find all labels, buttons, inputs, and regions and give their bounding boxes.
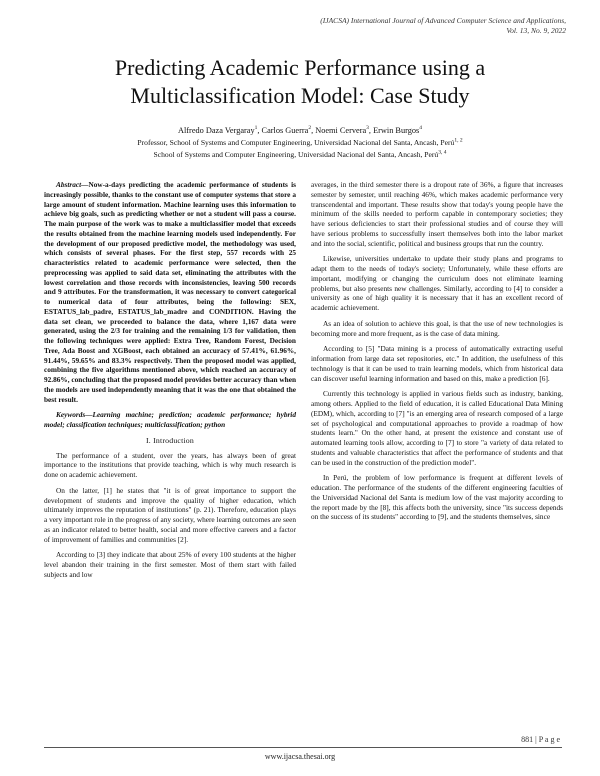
affiliation-2-sup: 3, 4 bbox=[438, 149, 447, 156]
author-1-sup: 1 bbox=[254, 125, 258, 132]
journal-header bbox=[166, 16, 566, 36]
author-4: Erwin Burgos bbox=[373, 126, 420, 135]
abstract-label: Abstract bbox=[56, 180, 82, 189]
section-heading-introduction: I. Introduction bbox=[145, 435, 195, 445]
keywords: Keywords—Learning machine; prediction; academic performance; hybrid model; classification techniques; multiclassification; python bbox=[44, 410, 296, 429]
affiliation-1-text: Professor, School of Systems and Computer Engineering, Universidad Nacional del Santa, Ancash, Perú bbox=[137, 138, 455, 147]
author-list bbox=[50, 125, 550, 137]
body-paragraph: On the latter, [1] he states that "it is of great importance to support the development of students and improve the quality of higher education, which ultimately improves the reputation of institutions" (p. 21). Therefore, education plays a very important role in the progress of any society, where learning outcomes are seen as an indicator related to better health, social and more effective careers and a factor of improvement of families and communities [2]. bbox=[44, 485, 296, 544]
left-column bbox=[44, 180, 296, 586]
body-paragraph: averages, in the third semester there is a dropout rate of 36%, a figure that increases semester by semester, until reaching 46%, which makes academic performance very transcendental and important. These results show that today's young people have the minimum of the skills needed to perform capable in contemporary societies; they have serious deficiencies to start their professional studies and of course they will have serious problems to successfully insert themselves both into the labor market and into the social, scientific, political and business groups that run the country. bbox=[311, 180, 563, 248]
body-paragraph: The performance of a student, over the years, has always been of great importance to the institutions that provide teaching, which is why much research is done on academic achievement. bbox=[44, 450, 296, 479]
author-block bbox=[50, 125, 550, 161]
body-paragraph: As an idea of solution to achieve this goal, is that the use of new technologies is becoming more and more frequent, as is the case of data mining. bbox=[311, 318, 563, 338]
journal-url: www.ijacsa.thesai.org bbox=[264, 752, 336, 761]
title-line-1: Predicting Academic Performance using a bbox=[114, 55, 486, 80]
affiliation-1-sup: 1, 2 bbox=[454, 137, 463, 144]
author-2: Carlos Guerra bbox=[261, 126, 309, 135]
affiliation-1 bbox=[50, 137, 550, 149]
body-paragraph: Likewise, universities undertake to update their study plans and programs to adapt them to the needs of today's society; Unfortunately, while these efforts are important, modifying or changing the curriculum does not eliminate learning problems, but also presents new challenges. Similarly, according to [4] to consider a university as one of high quality it is necessary that it has an excellent record of academic achievement. bbox=[311, 254, 563, 312]
right-column bbox=[311, 180, 563, 528]
body-paragraph: According to [5] "Data mining is a process of automatically extracting useful information from large data set repositories, etc." In addition, the usefulness of this technology is that it can be used to train learning models, which from historical data can discover useful learning information and based on this, make a prediction [6]. bbox=[311, 344, 563, 383]
affiliation-2 bbox=[50, 149, 550, 161]
author-separator: , bbox=[257, 126, 262, 135]
author-1: Alfredo Daza Vergaray bbox=[178, 126, 255, 135]
journal-line-1: (IJACSA) International Journal of Advanced Computer Science and Applications, bbox=[320, 16, 566, 25]
title-line-2: Multiclassification Model: Case Study bbox=[130, 83, 470, 108]
author-separator: , bbox=[368, 126, 374, 135]
author-4-sup: 4 bbox=[419, 125, 422, 132]
body-paragraph: Currently this technology is applied in various fields such as industry, banking, among others. Applied to the field of education, it is called Educational Data Mining (EDM), which, according to [7] "is an emerging area of research composed of a large set of psychological and computational approaches to provide a roadmap of how students learn." On the other hand, at present the existence and constant use of automated learning tools allow, according to [7] to store "a variety of data related to students and valuable characteristics that affect the performance of students and that can be used in the construction of the prediction model". bbox=[311, 389, 563, 467]
footer-divider bbox=[44, 747, 562, 748]
page-number: 881 | P a g e bbox=[521, 735, 560, 744]
body-paragraph: In Perú, the problem of low performance is frequent at different levels of education. The performance of the students of the different engineering faculties of the Universidad Nacional del Santa is medium low of the vast majority according to the report made by the [8], this affects both the university, since "its success depends on the success of its students" according to [9], and the students themselves, since bbox=[311, 473, 563, 522]
body-paragraph: According to [3] they indicate that about 25% of every 100 students at the higher level abandon their training in the first semester. Most of them start with failed subjects and low bbox=[44, 550, 296, 579]
author-separator: , bbox=[311, 126, 316, 135]
abstract bbox=[44, 180, 296, 404]
journal-line-2: Vol. 13, No. 9, 2022 bbox=[506, 26, 566, 35]
author-3: Noemi Cervera bbox=[315, 126, 367, 135]
paper-title bbox=[50, 54, 550, 110]
abstract-text: —Now-a-days predicting the academic performance of students is increasingly possible, thanks to the constant use of computer systems that store a large amount of student information. Machine learning uses this information to achieve big goals, such as predicting whether or not a student will pass a course. The main purpose of the work was to make a multiclassifier model that exceeds the results obtained from the machine learning models used independently. For the development of our proposed predictive model, the methodology was used, which consists of several phases. For the first step, 557 records with 25 characteristics related to academic performance were selected, then the preprocessing was applied to said data set, eliminating the attributes with the lowest correlation and those records with inconsistencies, leaving 500 records and 9 attributes. For the transformation, it was necessary to convert categorical to numerical data of four attributes, being the following: SEX, ESTATUS_lab_padre, ESTATUS_lab_madre and CONDITION. Having the data set clean, we proceeded to balance the data, where 1,167 data were generated, using the 2/3 for training and the remaining 1/3 for validation, then the following techniques were applied: Extra Tree, Random Forest, Decision Tree, Ada Boost and XGBoost, each obtained an accuracy of 57.41%, 61.96%, 91.44%, 59.65% and 83.3% respectively. Then the proposed model was applied, combining the five algorithms mentioned above, which reached an accuracy of 92.86%, concluding that the proposed model provides better accuracy than when the models are used independently meaning that it was the one that obtained the best result. bbox=[44, 180, 296, 404]
author-2-sup: 2 bbox=[308, 125, 312, 132]
author-3-sup: 3 bbox=[366, 125, 369, 132]
affiliation-2-text: School of Systems and Computer Engineering, Universidad Nacional del Santa, Ancash, Perú bbox=[153, 150, 439, 159]
